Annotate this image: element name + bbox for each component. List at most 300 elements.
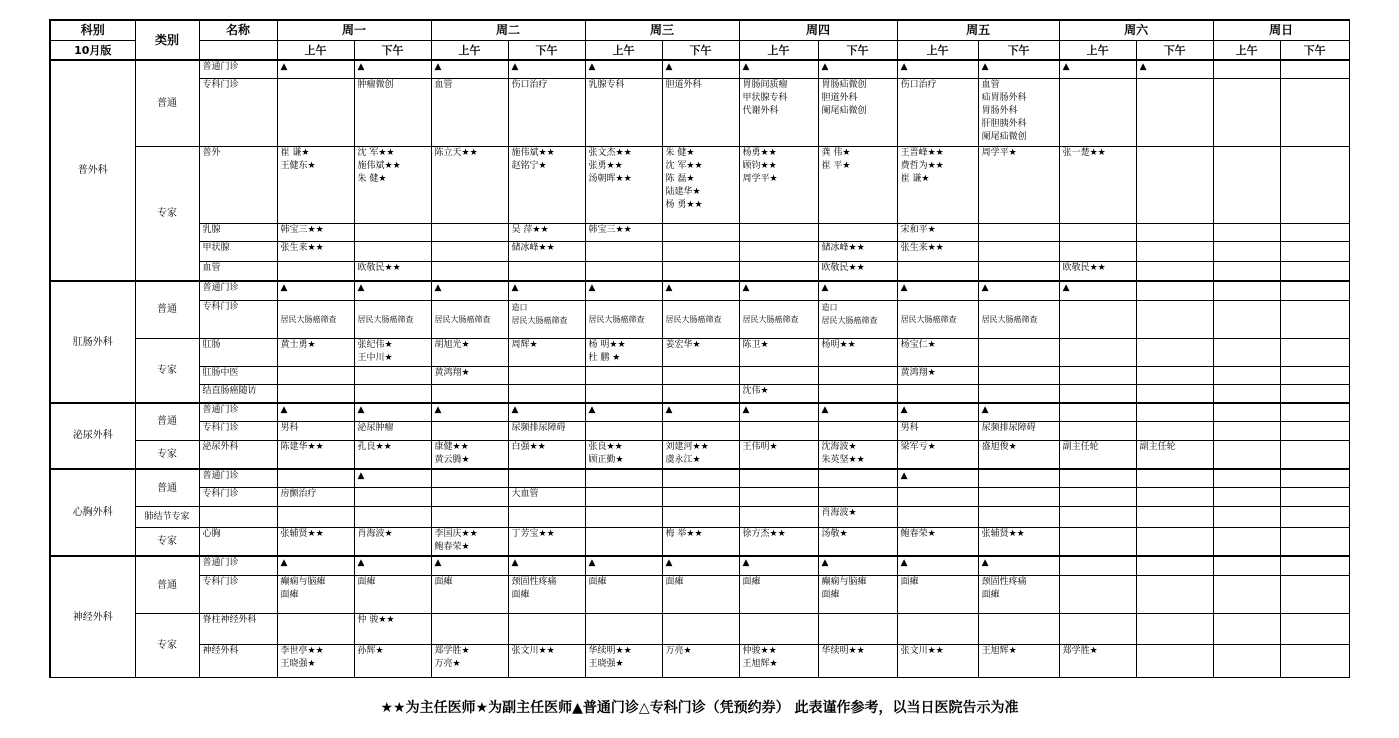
schedule-cell-wed-pm: [662, 440, 739, 469]
schedule-cell-sat-am: [1059, 300, 1136, 338]
cell-text: 费哲为★★: [900, 160, 944, 171]
cell-text: ▲: [981, 282, 989, 293]
cell-text: ▲: [357, 558, 365, 569]
cell-text: 造口: [821, 302, 838, 312]
schedule-cell-sun-am: [1213, 146, 1280, 223]
schedule-cell-mon-am: [277, 366, 354, 384]
cell-text: ▲: [665, 62, 673, 73]
cell-text: 颈固性疼痛: [511, 577, 557, 588]
clinic-type: 普通: [135, 469, 199, 507]
header-name: 名称: [199, 20, 277, 41]
schedule-cell-wed-am: [585, 507, 662, 528]
cell-text: 周学平★: [981, 147, 1017, 158]
schedule-cell-tue-am: [431, 403, 508, 421]
table-row: [50, 366, 1349, 384]
clinic-name: 普通门诊: [199, 469, 277, 487]
header-day-wed: 周三: [585, 20, 739, 41]
schedule-cell-fri-pm: [978, 440, 1059, 469]
clinic-type: 普通: [135, 556, 199, 614]
schedule-cell-fri-pm: [978, 366, 1059, 384]
schedule-cell-sat-am: [1059, 60, 1136, 78]
schedule-cell-sat-am: [1059, 469, 1136, 487]
schedule-cell-wed-pm: [662, 576, 739, 614]
schedule-cell-sun-pm: [1280, 223, 1349, 241]
cell-text: 张辅贤★★: [280, 528, 324, 539]
cell-text: 胃肠疝微创: [821, 80, 867, 91]
schedule-cell-wed-am: [585, 645, 662, 678]
schedule-cell-mon-pm: [354, 300, 431, 338]
header-am: 上午: [277, 41, 354, 61]
schedule-cell-fri-pm: [978, 300, 1059, 338]
schedule-cell-sat-pm: [1136, 645, 1213, 678]
schedule-cell-sun-am: [1213, 527, 1280, 556]
schedule-cell-sun-am: [1213, 366, 1280, 384]
schedule-cell-fri-pm: [978, 338, 1059, 366]
cell-text: 孙辉★: [357, 646, 384, 656]
table-row: [50, 422, 1349, 440]
cell-text: ▲: [280, 62, 288, 73]
cell-text: ▲: [1062, 62, 1070, 73]
schedule-cell-fri-am: [897, 261, 978, 281]
cell-text: ▲: [511, 282, 519, 293]
schedule-cell-fri-am: [897, 556, 978, 576]
cell-text: 面瘫: [280, 590, 299, 601]
cell-text: 储冰峰★★: [821, 243, 865, 254]
schedule-cell-thu-am: [739, 440, 818, 469]
cell-text: 面瘫: [981, 590, 1000, 601]
schedule-cell-tue-pm: [508, 281, 585, 301]
cell-text: ▲: [665, 405, 673, 416]
schedule-cell-sat-am: [1059, 507, 1136, 528]
schedule-cell-wed-pm: [662, 469, 739, 487]
dept-general-surgery: 普外科: [50, 60, 135, 281]
schedule-cell-sat-pm: [1136, 614, 1213, 645]
schedule-cell-wed-pm: [662, 300, 739, 338]
schedule-cell-tue-am: [431, 645, 508, 678]
schedule-cell-wed-pm: [662, 281, 739, 301]
cell-text: ▲: [821, 282, 829, 293]
cell-text: 面瘫: [511, 590, 530, 601]
schedule-cell-thu-am: [739, 223, 818, 241]
schedule-cell-sun-am: [1213, 440, 1280, 469]
schedule-cell-mon-pm: [354, 507, 431, 528]
schedule-cell-thu-pm: [818, 469, 897, 487]
schedule-cell-sat-pm: [1136, 281, 1213, 301]
table-row: [50, 614, 1349, 645]
schedule-cell-wed-am: [585, 527, 662, 556]
schedule-cell-fri-pm: [978, 385, 1059, 403]
clinic-schedule-table: [49, 19, 1350, 678]
schedule-cell-sun-pm: [1280, 527, 1349, 556]
schedule-cell-sat-pm: [1136, 507, 1213, 528]
cell-text: ▲: [434, 62, 442, 73]
schedule-cell-tue-am: [431, 422, 508, 440]
schedule-cell-sun-pm: [1280, 487, 1349, 507]
cell-text: 杨宝仁★: [900, 339, 936, 350]
schedule-cell-wed-pm: [662, 242, 739, 262]
clinic-name: 普外: [199, 146, 277, 223]
schedule-cell-tue-pm: [508, 527, 585, 556]
cell-text: 崔 谦★: [280, 147, 310, 158]
cell-text: 鲍春荣★: [434, 541, 470, 552]
schedule-cell-tue-pm: [508, 366, 585, 384]
clinic-type: 专家: [135, 146, 199, 281]
cell-text: ▲: [357, 470, 365, 481]
cell-text: 居民大肠癌筛查: [900, 314, 957, 324]
schedule-cell-wed-am: [585, 422, 662, 440]
cell-text: ▲: [280, 405, 288, 416]
legend-note: ★★为主任医师★为副主任医师▲普通门诊△专科门诊（凭预约券） 此表谨作参考，以当日医院告示为准: [380, 700, 1019, 716]
schedule-cell-sun-pm: [1280, 300, 1349, 338]
schedule-cell-tue-pm: [508, 300, 585, 338]
cell-text: 崔 谦★: [900, 173, 930, 184]
cell-text: 梁军亏★: [900, 441, 936, 452]
schedule-cell-mon-am: [277, 469, 354, 487]
cell-text: 面瘫: [588, 577, 607, 588]
schedule-cell-thu-am: [739, 556, 818, 576]
schedule-cell-mon-am: [277, 242, 354, 262]
schedule-cell-tue-am: [431, 614, 508, 645]
schedule-cell-tue-pm: [508, 385, 585, 403]
cell-text: ▲: [588, 405, 596, 416]
cell-text: 胆道外科: [665, 80, 702, 91]
schedule-cell-fri-am: [897, 487, 978, 507]
cell-text: ▲: [357, 62, 365, 73]
schedule-cell-sun-am: [1213, 645, 1280, 678]
schedule-cell-fri-pm: [978, 242, 1059, 262]
cell-text: 代谢外科: [742, 106, 779, 117]
schedule-cell-fri-am: [897, 645, 978, 678]
schedule-cell-wed-pm: [662, 146, 739, 223]
cell-text: 大血管: [511, 488, 539, 499]
cell-text: ▲: [981, 405, 989, 416]
schedule-cell-fri-pm: [978, 281, 1059, 301]
cell-text: ▲: [742, 405, 750, 416]
schedule-cell-fri-pm: [978, 507, 1059, 528]
schedule-cell-thu-pm: [818, 60, 897, 78]
cell-text: ▲: [434, 558, 442, 569]
schedule-cell-fri-am: [897, 507, 978, 528]
schedule-cell-fri-am: [897, 576, 978, 614]
cell-text: 储冰峰★★: [511, 243, 555, 254]
cell-text: ▲: [434, 282, 442, 293]
header-pm: 下午: [1280, 41, 1349, 61]
schedule-cell-mon-am: [277, 385, 354, 403]
schedule-cell-sat-pm: [1136, 469, 1213, 487]
schedule-cell-wed-pm: [662, 60, 739, 78]
schedule-cell-sat-pm: [1136, 300, 1213, 338]
schedule-cell-sat-am: [1059, 242, 1136, 262]
cell-text: 张文川★★: [900, 646, 944, 656]
cell-text: 尿频排尿障碍: [511, 423, 566, 434]
cell-text: 梅 举★★: [665, 528, 703, 539]
cell-text: 面瘫: [821, 590, 840, 601]
schedule-cell-fri-am: [897, 223, 978, 241]
table-row: [50, 645, 1349, 678]
cell-text: 造口: [511, 302, 528, 312]
cell-text: ▲: [900, 470, 908, 481]
header-type: 类别: [135, 20, 199, 60]
schedule-cell-thu-pm: [818, 487, 897, 507]
cell-text: 张纪伟★: [357, 339, 393, 350]
cell-text: ▲: [900, 558, 908, 569]
cell-text: 陈卫★: [742, 339, 769, 350]
schedule-cell-tue-pm: [508, 422, 585, 440]
header-day-sat: 周六: [1059, 20, 1213, 41]
schedule-cell-fri-pm: [978, 556, 1059, 576]
schedule-cell-sat-am: [1059, 403, 1136, 421]
schedule-cell-mon-pm: [354, 281, 431, 301]
schedule-cell-sat-pm: [1136, 385, 1213, 403]
clinic-name: 普通门诊: [199, 60, 277, 78]
clinic-name: 普通门诊: [199, 403, 277, 421]
cell-text: ▲: [981, 62, 989, 73]
clinic-name: 专科门诊: [199, 487, 277, 507]
schedule-cell-wed-am: [585, 60, 662, 78]
cell-text: 伤口治疗: [900, 80, 937, 91]
cell-text: 血管: [981, 80, 1000, 91]
schedule-cell-mon-am: [277, 261, 354, 281]
cell-text: 朱 健★: [665, 147, 695, 158]
schedule-cell-sun-am: [1213, 79, 1280, 147]
schedule-cell-mon-pm: [354, 403, 431, 421]
schedule-cell-tue-pm: [508, 242, 585, 262]
cell-text: ▲: [280, 558, 288, 569]
schedule-cell-mon-pm: [354, 79, 431, 147]
cell-text: ▲: [742, 558, 750, 569]
clinic-type: 普通: [135, 281, 199, 339]
schedule-cell-thu-pm: [818, 556, 897, 576]
header-pm: 下午: [354, 41, 431, 61]
schedule-cell-wed-pm: [662, 403, 739, 421]
schedule-cell-tue-pm: [508, 261, 585, 281]
schedule-cell-mon-am: [277, 507, 354, 528]
schedule-cell-sat-pm: [1136, 242, 1213, 262]
schedule-cell-thu-pm: [818, 242, 897, 262]
schedule-cell-mon-am: [277, 487, 354, 507]
cell-text: 汤朝晖★★: [588, 173, 632, 184]
schedule-cell-mon-am: [277, 403, 354, 421]
cell-text: 周学平★: [742, 173, 778, 184]
schedule-cell-tue-pm: [508, 469, 585, 487]
schedule-cell-tue-pm: [508, 576, 585, 614]
schedule-cell-sun-am: [1213, 300, 1280, 338]
dept-cardiothoracic-surgery: 心胸外科: [50, 469, 135, 556]
header-am: 上午: [1059, 41, 1136, 61]
cell-text: 肝胆胰外科: [981, 119, 1027, 130]
header-am: 上午: [897, 41, 978, 61]
header-name-blank: [199, 41, 277, 61]
cell-text: 甲状腺专科: [742, 93, 788, 104]
schedule-cell-sun-am: [1213, 556, 1280, 576]
schedule-cell-fri-am: [897, 403, 978, 421]
schedule-cell-thu-am: [739, 527, 818, 556]
schedule-cell-tue-am: [431, 556, 508, 576]
schedule-cell-sun-am: [1213, 338, 1280, 366]
schedule-cell-mon-am: [277, 614, 354, 645]
schedule-cell-tue-pm: [508, 146, 585, 223]
cell-text: 居民大肠癌筛查: [357, 314, 414, 324]
dept-anorectal-surgery: 肛肠外科: [50, 281, 135, 403]
schedule-cell-mon-am: [277, 60, 354, 78]
cell-text: 周辉★: [511, 339, 538, 350]
cell-text: 韩宝三★★: [280, 224, 324, 235]
cell-text: ▲: [588, 282, 596, 293]
cell-text: 伤口治疗: [511, 80, 548, 91]
cell-text: ▲: [900, 62, 908, 73]
schedule-cell-sat-am: [1059, 440, 1136, 469]
header-day-thu: 周四: [739, 20, 897, 41]
cell-text: 阑尾疝微创: [981, 132, 1027, 143]
cell-text: 居民大肠癌筛查: [665, 314, 722, 324]
cell-text: 盛旭俊★: [981, 441, 1017, 452]
schedule-cell-mon-am: [277, 300, 354, 338]
schedule-cell-sun-am: [1213, 281, 1280, 301]
schedule-cell-fri-am: [897, 60, 978, 78]
cell-text: 阑尾疝微创: [821, 106, 867, 117]
cell-text: 疝胃肠外科: [981, 93, 1027, 104]
cell-text: 龚 伟★: [821, 147, 851, 158]
cell-text: 陈立天★★: [434, 147, 478, 158]
cell-text: 欧敬民★★: [357, 262, 401, 273]
schedule-cell-wed-am: [585, 366, 662, 384]
cell-text: 王旭辉★: [742, 659, 778, 669]
table-row: [50, 507, 1349, 528]
schedule-cell-sun-pm: [1280, 440, 1349, 469]
cell-text: 居民大肠癌筛查: [742, 314, 799, 324]
cell-text: 欧敬民★★: [821, 262, 865, 273]
cell-text: ▲: [511, 558, 519, 569]
cell-text: 王晓强★: [588, 659, 624, 669]
schedule-cell-mon-pm: [354, 60, 431, 78]
cell-text: 面瘫: [434, 577, 453, 588]
schedule-cell-fri-pm: [978, 645, 1059, 678]
schedule-cell-fri-pm: [978, 527, 1059, 556]
table-row: [50, 79, 1349, 147]
schedule-cell-thu-pm: [818, 645, 897, 678]
cell-text: 白强★★: [511, 441, 546, 452]
clinic-name: 泌尿外科: [199, 440, 277, 469]
header-am: 上午: [585, 41, 662, 61]
clinic-type: 专家: [135, 338, 199, 403]
schedule-cell-sun-pm: [1280, 261, 1349, 281]
cell-text: ▲: [357, 405, 365, 416]
schedule-cell-fri-am: [897, 422, 978, 440]
schedule-cell-mon-am: [277, 576, 354, 614]
schedule-cell-wed-am: [585, 300, 662, 338]
schedule-cell-thu-am: [739, 261, 818, 281]
schedule-cell-tue-am: [431, 507, 508, 528]
clinic-name: 专科门诊: [199, 576, 277, 614]
table-row: [50, 403, 1349, 421]
schedule-cell-mon-pm: [354, 422, 431, 440]
table-row: [50, 261, 1349, 281]
cell-text: 癫痫与脑瘫: [821, 577, 867, 588]
schedule-cell-wed-pm: [662, 366, 739, 384]
schedule-cell-tue-pm: [508, 645, 585, 678]
cell-text: 孔良★★: [357, 441, 392, 452]
clinic-name: 肛肠: [199, 338, 277, 366]
schedule-cell-sun-am: [1213, 507, 1280, 528]
schedule-cell-thu-pm: [818, 79, 897, 147]
clinic-type: 普通: [135, 60, 199, 146]
cell-text: 颈固性疼痛: [981, 577, 1027, 588]
schedule-cell-sat-pm: [1136, 527, 1213, 556]
cell-text: 肖海波★: [357, 528, 393, 539]
schedule-cell-mon-pm: [354, 556, 431, 576]
cell-text: 吴 萍★★: [511, 224, 549, 235]
table-row: [50, 242, 1349, 262]
header-pm: 下午: [978, 41, 1059, 61]
cell-text: 房颤治疗: [280, 488, 317, 499]
schedule-cell-tue-pm: [508, 614, 585, 645]
schedule-cell-sun-am: [1213, 385, 1280, 403]
schedule-cell-thu-pm: [818, 576, 897, 614]
schedule-cell-thu-pm: [818, 261, 897, 281]
schedule-cell-fri-am: [897, 146, 978, 223]
schedule-cell-mon-pm: [354, 440, 431, 469]
cell-text: 张辅贤★★: [981, 528, 1025, 539]
cell-text: 黄士勇★: [280, 339, 316, 350]
schedule-cell-mon-pm: [354, 385, 431, 403]
schedule-cell-sat-pm: [1136, 440, 1213, 469]
cell-text: 张生来★★: [900, 243, 944, 254]
schedule-cell-thu-pm: [818, 507, 897, 528]
cell-text: 张勇★★: [588, 160, 623, 171]
dept-neurosurgery: 神经外科: [50, 556, 135, 677]
header-day-fri: 周五: [897, 20, 1059, 41]
header-am: 上午: [1213, 41, 1280, 61]
cell-text: 沈 军★★: [357, 147, 395, 158]
schedule-cell-thu-am: [739, 422, 818, 440]
schedule-cell-sat-pm: [1136, 79, 1213, 147]
cell-text: 虞永江★: [665, 454, 701, 465]
schedule-cell-thu-am: [739, 576, 818, 614]
schedule-cell-sun-am: [1213, 614, 1280, 645]
clinic-name: 脊柱神经外科: [199, 614, 277, 645]
schedule-cell-sat-am: [1059, 338, 1136, 366]
schedule-cell-fri-pm: [978, 261, 1059, 281]
schedule-cell-sat-pm: [1136, 403, 1213, 421]
schedule-cell-sat-am: [1059, 422, 1136, 440]
schedule-cell-thu-pm: [818, 440, 897, 469]
schedule-cell-fri-am: [897, 281, 978, 301]
schedule-cell-sun-am: [1213, 60, 1280, 78]
cell-text: 乳腺专科: [588, 80, 625, 91]
schedule-cell-fri-am: [897, 300, 978, 338]
cell-text: 姜宏华★: [665, 339, 701, 350]
schedule-cell-thu-am: [739, 242, 818, 262]
cell-text: ▲: [588, 558, 596, 569]
schedule-cell-fri-pm: [978, 146, 1059, 223]
cell-text: 汤敬★: [821, 528, 848, 539]
table-row: [50, 60, 1349, 78]
schedule-cell-thu-am: [739, 300, 818, 338]
table-row: [50, 146, 1349, 223]
schedule-cell-fri-am: [897, 242, 978, 262]
schedule-cell-thu-pm: [818, 146, 897, 223]
header-version: 10月版: [50, 41, 135, 61]
header-pm: 下午: [508, 41, 585, 61]
schedule-cell-thu-am: [739, 338, 818, 366]
schedule-cell-wed-am: [585, 261, 662, 281]
schedule-cell-sat-pm: [1136, 261, 1213, 281]
header-pm: 下午: [1136, 41, 1213, 61]
cell-text: 泌尿肿瘤: [357, 423, 394, 434]
cell-text: ▲: [511, 62, 519, 73]
schedule-cell-wed-am: [585, 79, 662, 147]
clinic-name: 心胸: [199, 527, 277, 556]
